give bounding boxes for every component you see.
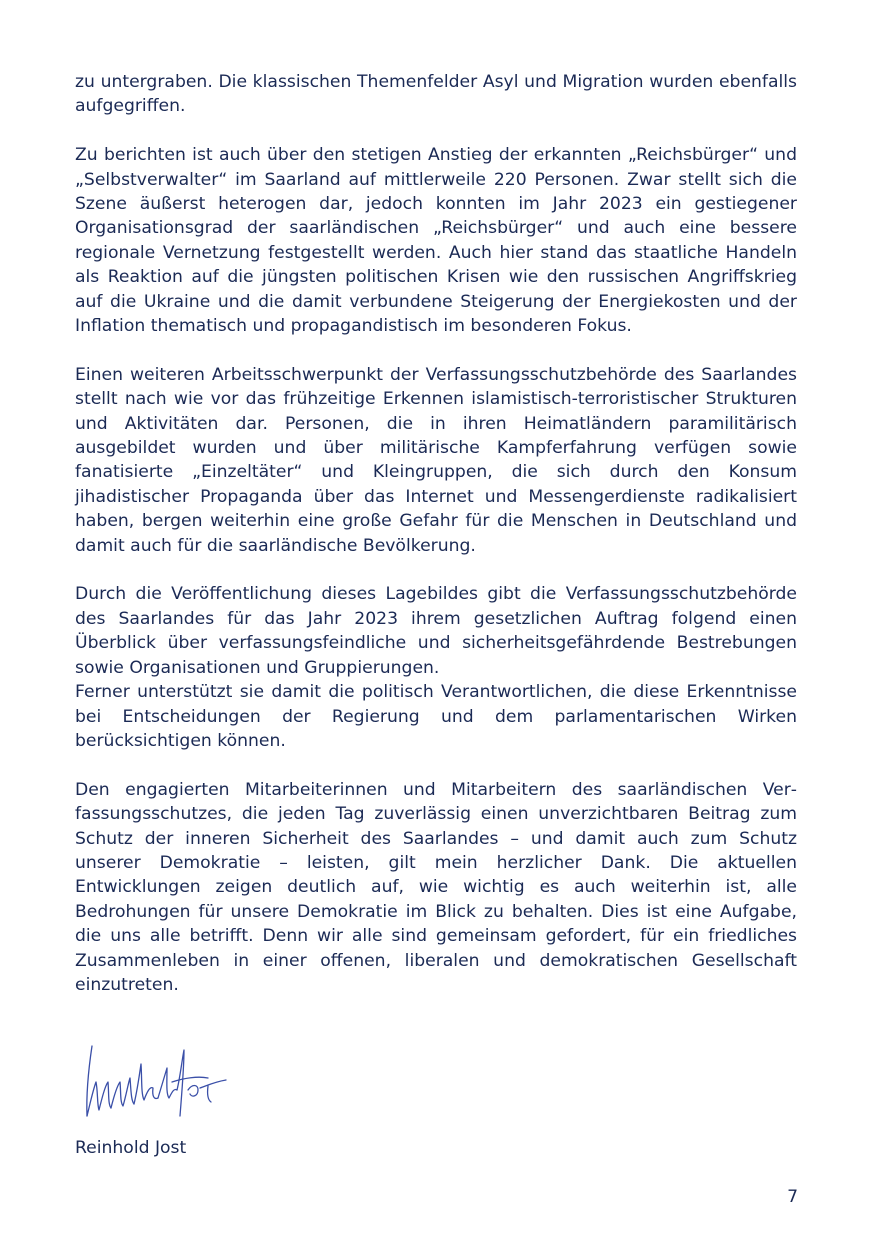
paragraph-5: Ferner unterstützt sie damit die politisch Verantwortlichen, die diese Erkenntnisse bei Entscheidungen der Regierung und dem parlamentarischen Wirken berücksichtigen können. (75, 682, 797, 751)
letter-body (75, 70, 797, 1022)
handwritten-signature (80, 1038, 230, 1126)
paragraph-3: Einen weiteren Arbeitsschwerpunkt der Verfassungsschutzbehörde des Saarlandes stellt nach wie vor das frühzeitige Erkennen islamistisch-terroristischer Strukturen und Aktivitäten dar. Personen, die in ihren Heimatländern paramilitärisch ausgebildet wurden und über militärische Kampferfahrung verfügen sowie fanatisierte „Einzeltäter“ und Kleingruppen, die sich durch den Konsum jihadistischer Propaganda über das Internet und Messengerdienste radikalisiert haben, bergen weiterhin eine große Gefahr für die Menschen in Deutschland und damit auch für die saarländische Bevölkerung. (75, 364, 797, 556)
paragraph-2: Zu berichten ist auch über den stetigen Anstieg der erkannten „Reichsbürger“ und „Selbstverwalter“ im Saarland auf mittlerweile 220 Personen. Zwar stellt sich die Szene äußerst heterogen dar, jedoch konnten im Jahr 2023 ein gestiegener Organisationsgrad der saarländischen „Reichsbürger“ und auch eine bessere regionale Vernetzung festgestellt werden. Auch hier stand das staatliche Handeln als Reaktion auf die jüngsten politischen Krisen wie den russischen Angriffskrieg auf die Ukraine und die damit verbundene Steigerung der Energiekosten und der Inflation thematisch und propagandistisch im besonderen Fokus. (75, 145, 797, 337)
paragraph-6: Den engagierten Mitarbeiterinnen und Mitarbeitern des saarländischen Verfassungsschutzes, die jeden Tag zuverlässig einen unverzichtbaren Beitrag zum Schutz der inneren Sicherheit des Saarlandes – und damit auch zum Schutz unserer Demokratie – leisten, gilt mein herzlicher Dank. Die aktuellen Entwicklungen zeigen deutlich auf, wie wichtig es auch weiterhin ist, alle Bedrohungen für unsere Demokratie im Blick zu behalten. Dies ist eine Aufgabe, die uns alle betrifft. Denn wir alle sind gemeinsam gefordert, für ein friedliches Zusammenleben in einer offenen, liberalen und demokratischen Gesellschaft einzutreten. (75, 779, 797, 995)
paragraph-4: Durch die Veröffentlichung dieses Lagebildes gibt die Verfassungsschutzbehörde des Saarlandes für das Jahr 2023 ihrem gesetzlichen Auftrag folgend einen Überblick über verfassungsfeindliche und sicherheitsgefährdende Bestrebungen sowie Organisationen und Gruppierungen. (75, 584, 797, 678)
signer-name: Reinhold Jost (75, 1138, 187, 1158)
paragraph-1: zu untergraben. Die klassischen Themenfelder Asyl und Migration wurden ebenfalls aufgegriffen. (75, 72, 797, 117)
page-number: 7 (787, 1187, 798, 1207)
